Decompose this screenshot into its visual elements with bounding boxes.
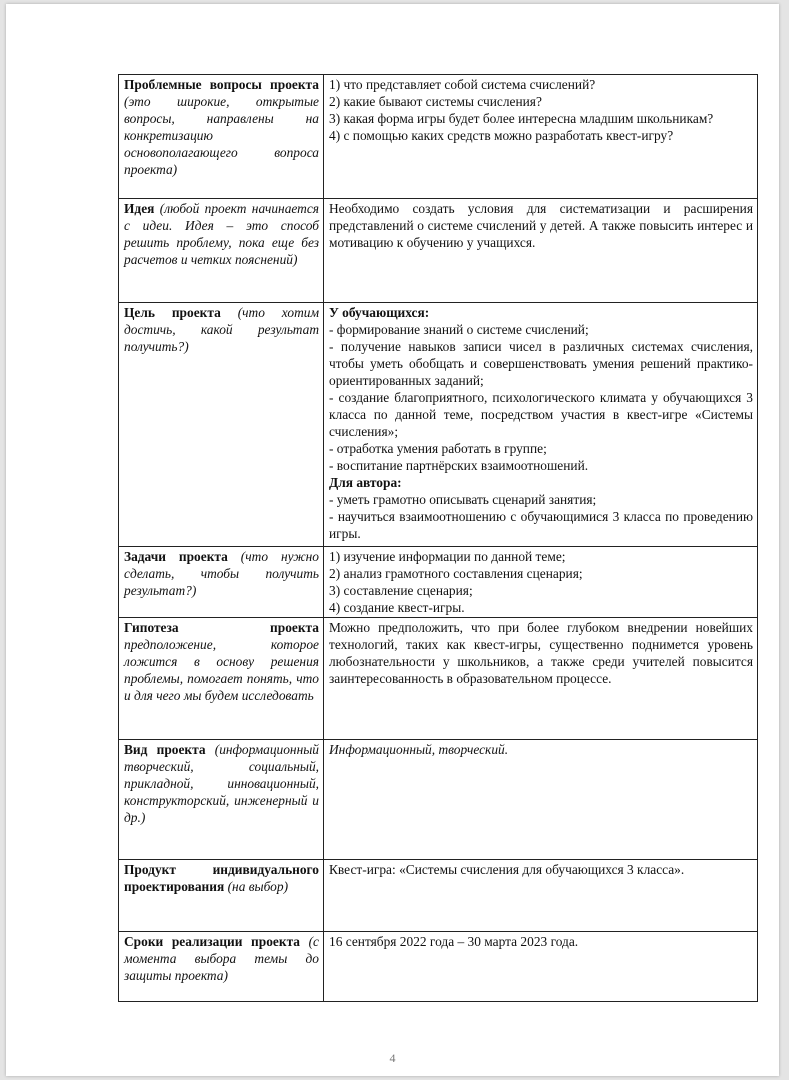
row-value-cell xyxy=(324,618,758,740)
row-value-cell xyxy=(324,75,758,199)
value-line: 3) какая форма игры будет более интересна младшим школьникам? xyxy=(329,111,714,126)
row-value-cell xyxy=(324,860,758,932)
document-page xyxy=(6,4,779,1076)
row-label-cell xyxy=(119,547,324,618)
project-passport-table xyxy=(118,74,758,1002)
row-hint: (что хотим достичь, какой результат получить?) xyxy=(124,305,319,354)
page-number: 4 xyxy=(389,1051,396,1065)
value-line: 4) с помощью каких средств можно разработать квест-игру? xyxy=(329,128,674,143)
row-title: Цель проекта xyxy=(124,305,221,320)
row-title: Вид проекта xyxy=(124,742,206,757)
value-line: - создание благоприятного, психологического климата у обучающихся 3 класса по данной теме, посредством участия в квест-игре «Системы счисления»; xyxy=(329,390,753,439)
value-line: 1) изучение информации по данной теме; xyxy=(329,549,566,564)
row-label-cell xyxy=(119,860,324,932)
table-row xyxy=(119,932,758,1002)
value-line: Квест-игра: «Системы счисления для обучающихся 3 класса». xyxy=(329,862,685,877)
value-heading: Для автора: xyxy=(329,475,402,490)
row-value-cell xyxy=(324,740,758,860)
value-line: Информационный, творческий. xyxy=(329,742,509,757)
value-line: 3) составление сценария; xyxy=(329,583,473,598)
value-line: 2) какие бывают системы счисления? xyxy=(329,94,542,109)
row-title: Гипотеза проекта xyxy=(124,620,319,635)
table-row xyxy=(119,618,758,740)
value-line: 16 сентября 2022 года – 30 марта 2023 года. xyxy=(329,934,579,949)
row-label-cell xyxy=(119,75,324,199)
row-value-cell xyxy=(324,547,758,618)
value-line: 2) анализ грамотного составления сценария; xyxy=(329,566,583,581)
value-line: 4) создание квест-игры. xyxy=(329,600,465,615)
value-line: - получение навыков записи чисел в различных системах счисления, чтобы уметь обобщать и совершенствовать умения решений практико-ориентированных заданий; xyxy=(329,339,753,388)
row-hint: (это широкие, открытые вопросы, направлены на конкретизацию основополагающего вопроса проекта) xyxy=(124,94,319,177)
row-title: Сроки реализации проекта xyxy=(124,934,301,949)
row-label-cell xyxy=(119,618,324,740)
row-hint: (на выбор) xyxy=(227,879,289,894)
value-line: - формирование знаний о системе счислений; xyxy=(329,322,589,337)
row-label-cell xyxy=(119,740,324,860)
value-line: Необходимо создать условия для систематизации и расширения представлений о системе счислений у детей. А также повысить интерес и мотивацию к обучению у учащихся. xyxy=(329,201,753,250)
row-value-cell xyxy=(324,199,758,303)
row-label-cell xyxy=(119,199,324,303)
row-value-cell xyxy=(324,932,758,1002)
table-row xyxy=(119,199,758,303)
row-title: Продукт индивидуального проектирования xyxy=(124,862,319,894)
value-heading: У обучающихся: xyxy=(329,305,430,320)
table-row xyxy=(119,860,758,932)
row-title: Задачи проекта xyxy=(124,549,228,564)
table-row xyxy=(119,547,758,618)
value-line: 1) что представляет собой система счислений? xyxy=(329,77,596,92)
row-value-cell xyxy=(324,303,758,547)
value-line: - научиться взаимоотношению с обучающимися 3 класса по проведению игры. xyxy=(329,509,753,541)
row-hint: (информационный творческий, социальный, прикладной, инновационный, конструкторский, инженерный и др.) xyxy=(124,742,319,825)
row-label-cell xyxy=(119,932,324,1002)
table-row xyxy=(119,303,758,547)
row-hint: предположение, которое ложится в основу решения проблемы, помогает понять, что и для чего мы будем исследовать xyxy=(124,637,319,703)
value-line: - уметь грамотно описывать сценарий занятия; xyxy=(329,492,597,507)
row-hint: (что нужно сделать, чтобы получить результат?) xyxy=(124,549,319,598)
row-label-cell xyxy=(119,303,324,547)
row-title: Идея xyxy=(124,201,155,216)
row-hint: (любой проект начинается с идеи. Идея – это способ решить проблему, пока еще без расчетов и четких пояснений) xyxy=(124,201,319,267)
row-title: Проблемные вопросы проекта xyxy=(124,77,319,92)
table-row xyxy=(119,740,758,860)
table-row xyxy=(119,75,758,199)
value-line: Можно предположить, что при более глубоком внедрении новейших технологий, таких как квест-игры, существенно поднимется уровень любознательности у школьников, а также среди учителей повысится заинтересованность в образовательном процессе. xyxy=(329,620,753,686)
value-line: - воспитание партнёрских взаимоотношений. xyxy=(329,458,589,473)
row-hint: (с момента выбора темы до защиты проекта) xyxy=(124,934,319,983)
value-line: - отработка умения работать в группе; xyxy=(329,441,547,456)
